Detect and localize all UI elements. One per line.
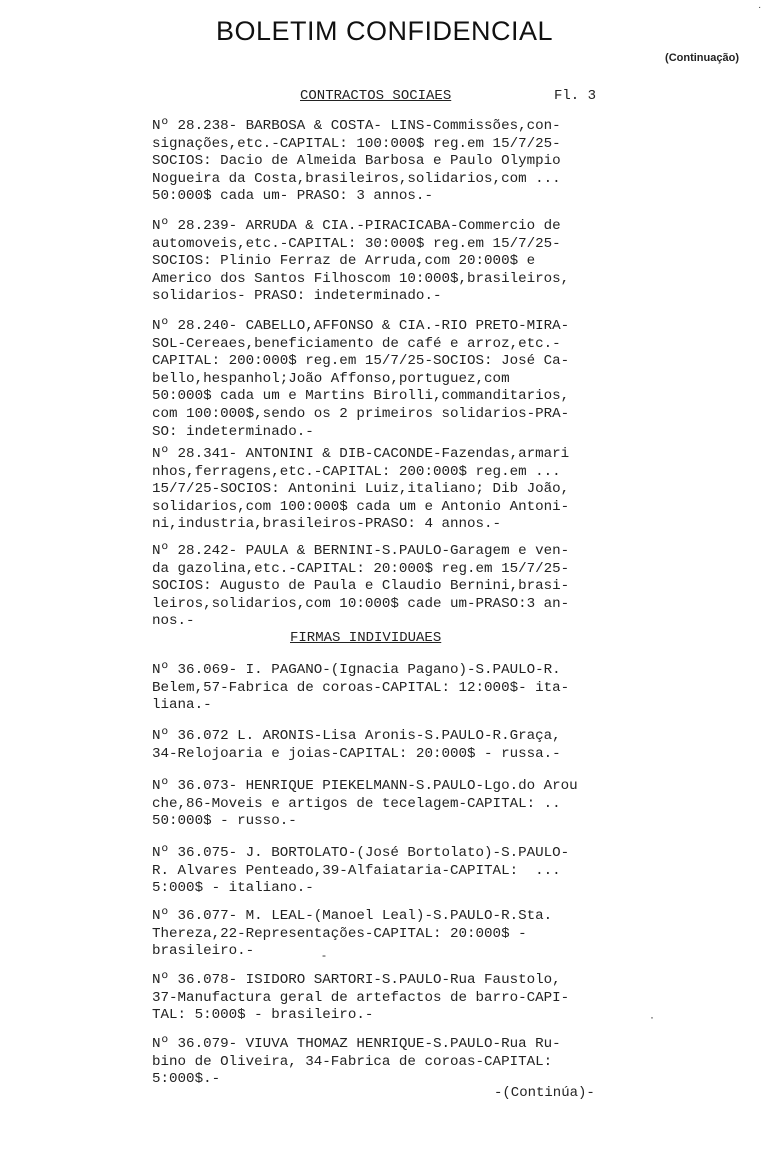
contract-entry	[152, 446, 752, 534]
entry-line: solidarios,com 100:000$ cada um e Antonio Antoni-	[152, 498, 570, 515]
entry-line: Nº 36.078- ISIDORO SARTORI-S.PAULO-Rua Faustolo,	[152, 972, 561, 988]
firm-entry	[152, 662, 752, 715]
entry-line: ni,industria,brasileiros-PRASO: 4 annos.-	[152, 516, 502, 533]
scan-speck: -	[322, 948, 326, 962]
folio-number: Fl. 3	[554, 88, 597, 104]
entry-line: R. Alvares Penteado,39-Alfaiataria-CAPITAL: ...	[152, 862, 561, 879]
entry-line: Nº 36.077- M. LEAL-(Manoel Leal)-S.PAULO-R.Sta.	[152, 908, 553, 924]
entry-line: bello,hespanhol;João Affonso,portuguez,com	[152, 370, 510, 387]
entry-line: 50:000$ cada um- PRASO: 3 annos.-	[152, 188, 433, 205]
entry-line: 5:000$ - italiano.-	[152, 880, 314, 897]
scan-speck: ·	[650, 1010, 654, 1024]
entry-line: Nº 36.069- I. PAGANO-(Ignacia Pagano)-S.PAULO-R.	[152, 662, 561, 678]
entry-line: solidarios- PRASO: indeterminado.-	[152, 288, 442, 305]
contract-entry	[152, 218, 752, 306]
entry-line: bino de Oliveira, 34-Fabrica de coroas-CAPITAL:	[152, 1053, 553, 1070]
entry-line: Nº 36.079- VIUVA THOMAZ HENRIQUE-S.PAULO-Rua Ru-	[152, 1036, 561, 1052]
bulletin-title: BOLETIM CONFIDENCIAL	[215, 16, 554, 46]
entry-line: SO: indeterminado.-	[152, 423, 314, 440]
entry-line: CAPITAL: 200:000$ reg.em 15/7/25-SOCIOS: José Ca-	[152, 353, 570, 370]
entry-line: Thereza,22-Representações-CAPITAL: 20:000$ -	[152, 925, 527, 942]
entry-line: Nogueira da Costa,brasileiros,solidarios,com ...	[152, 170, 561, 187]
firm-entry	[152, 845, 752, 898]
contract-entry	[152, 118, 752, 206]
entry-line: TAL: 5:000$ - brasileiro.-	[152, 1007, 374, 1024]
entry-line: 34-Relojoaria e joias-CAPITAL: 20:000$ - russa.-	[152, 745, 561, 762]
entry-line: Nº 28.242- PAULA & BERNINI-S.PAULO-Garagem e ven-	[152, 543, 570, 559]
continua-note: -(Continúa)-	[494, 1085, 595, 1101]
scan-speck: ·	[758, 2, 762, 13]
entry-line: Americo dos Santos Filhoscom 10:000$,brasileiros,	[152, 270, 570, 287]
entry-line: liana.-	[152, 697, 212, 714]
firm-entry	[152, 778, 752, 831]
continuation-label: (Continuação)	[665, 52, 739, 64]
firm-entry	[152, 1036, 752, 1089]
entry-line: Nº 36.073- HENRIQUE PIEKELMANN-S.PAULO-Lgo.do Arou	[152, 778, 578, 794]
entry-line: che,86-Moveis e artigos de tecelagem-CAPITAL: ..	[152, 795, 561, 812]
entry-line: Belem,57-Fabrica de coroas-CAPITAL: 12:000$- ita-	[152, 679, 570, 696]
entry-line: SOL-Cereaes,beneficiamento de café e arroz,etc.-	[152, 335, 561, 352]
entry-line: 50:000$ - russo.-	[152, 813, 297, 830]
entry-line: automoveis,etc.-CAPITAL: 30:000$ reg.em 15/7/25-	[152, 235, 561, 252]
entry-line: da gazolina,etc.-CAPITAL: 20:000$ reg.em 15/7/25-	[152, 560, 570, 577]
entry-line: 15/7/25-SOCIOS: Antonini Luiz,italiano; Dib João,	[152, 481, 570, 498]
entry-line: SOCIOS: Augusto de Paula e Claudio Bernini,brasi-	[152, 578, 570, 595]
entry-line: Nº 28.238- BARBOSA & COSTA- LINS-Commissões,con-	[152, 118, 561, 134]
entry-line: Nº 36.075- J. BORTOLATO-(José Bortolato)-S.PAULO-	[152, 845, 570, 861]
entry-line: SOCIOS: Plinio Ferraz de Arruda,com 20:000$ e	[152, 253, 536, 270]
entry-line: nhos,ferragens,etc.-CAPITAL: 200:000$ reg.em ...	[152, 463, 561, 480]
firm-entry	[152, 728, 752, 763]
entry-line: brasileiro.-	[152, 943, 255, 960]
entry-line: SOCIOS: Dacio de Almeida Barbosa e Paulo Olympio	[152, 153, 561, 170]
entry-line: 5:000$.-	[152, 1071, 221, 1088]
firm-entry	[152, 908, 752, 961]
entry-line: signações,etc.-CAPITAL: 100:000$ reg.em 15/7/25-	[152, 135, 561, 152]
entry-line: com 100:000$,sendo os 2 primeiros solidarios-PRA-	[152, 405, 570, 422]
entry-line: 37-Manufactura geral de artefactos de barro-CAPI-	[152, 989, 570, 1006]
entry-line: 50:000$ cada um e Martins Birolli,commanditarios,	[152, 388, 570, 405]
section-heading-contractos: CONTRACTOS SOCIAES	[300, 88, 452, 104]
contract-entry	[152, 318, 752, 441]
contract-entry	[152, 543, 752, 631]
entry-line: nos.-	[152, 613, 195, 630]
firm-entry	[152, 972, 752, 1025]
entry-line: Nº 28.239- ARRUDA & CIA.-PIRACICABA-Commercio de	[152, 218, 561, 234]
entry-line: Nº 28.341- ANTONINI & DIB-CACONDE-Fazendas,armari	[152, 446, 570, 462]
section-heading-firmas: FIRMAS INDIVIDUAES	[290, 630, 442, 646]
entry-line: leiros,solidarios,com 10:000$ cade um-PRASO:3 an-	[152, 595, 570, 612]
entry-line: Nº 36.072 L. ARONIS-Lisa Aronis-S.PAULO-R.Graça,	[152, 728, 561, 744]
entry-line: Nº 28.240- CABELLO,AFFONSO & CIA.-RIO PRETO-MIRA-	[152, 318, 570, 334]
